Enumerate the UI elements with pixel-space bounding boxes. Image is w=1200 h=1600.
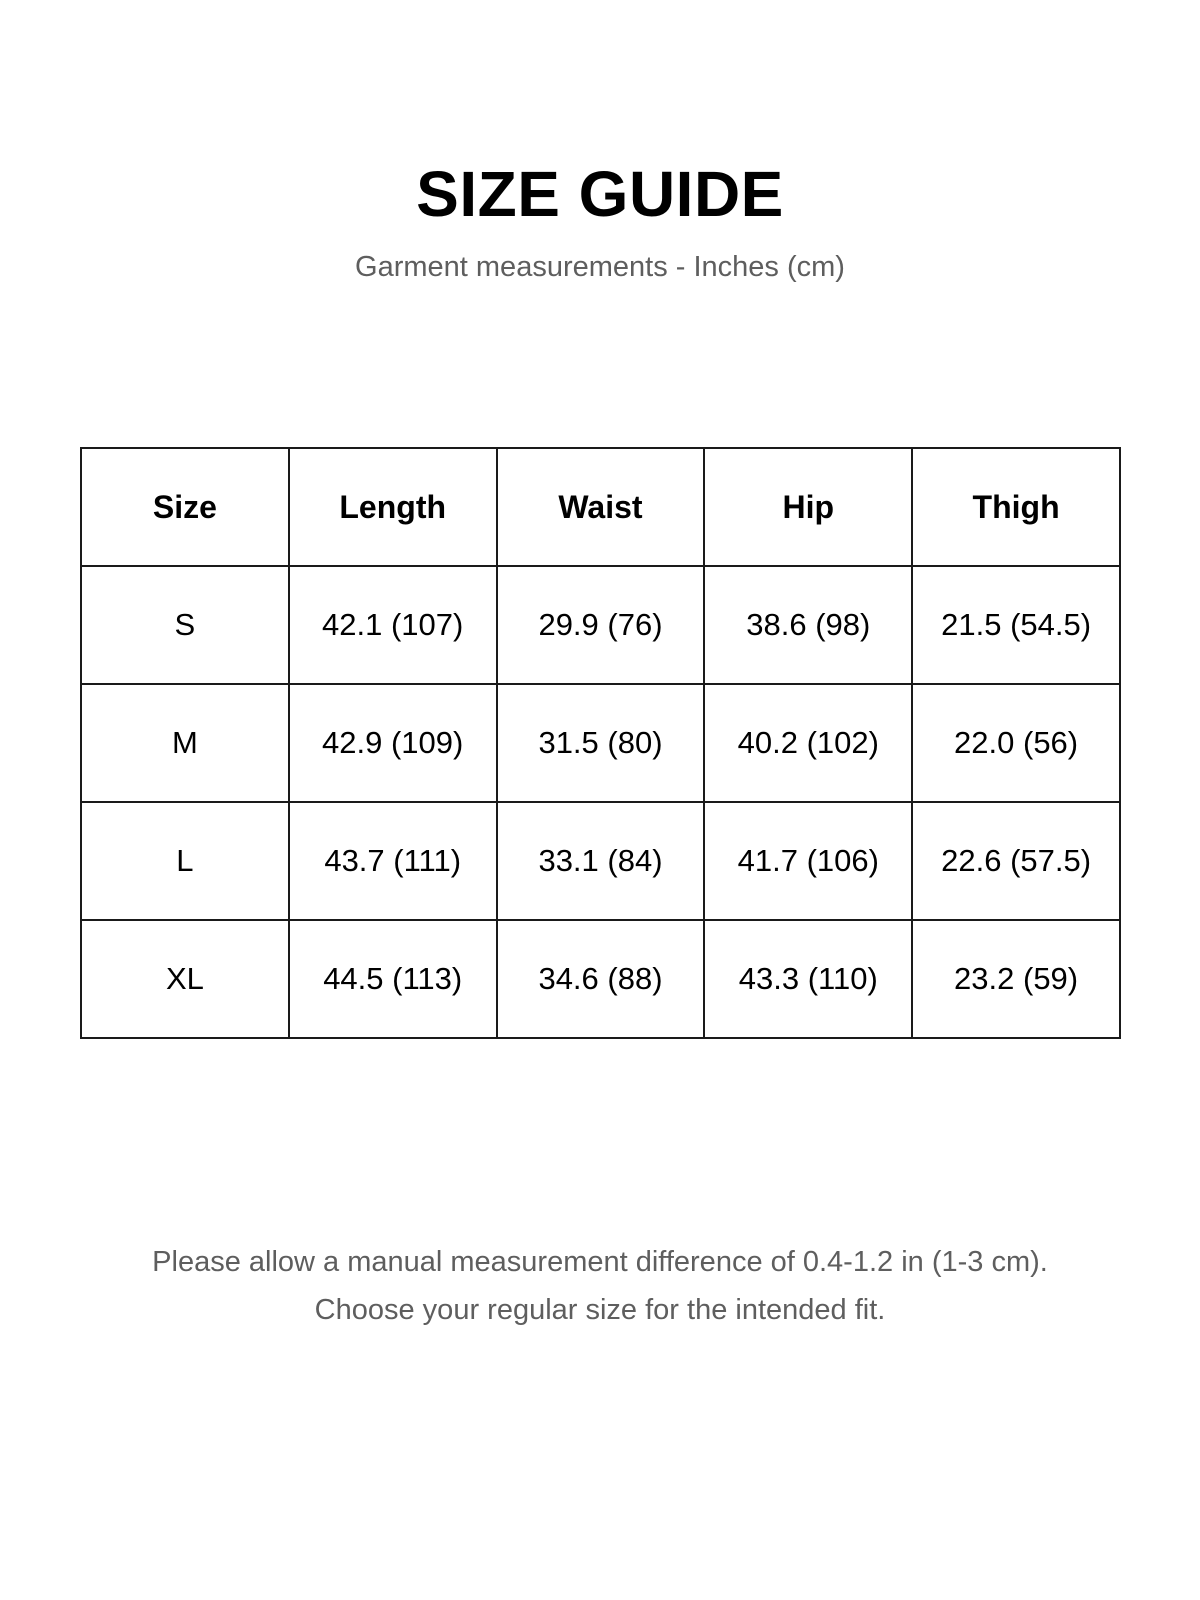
cell-length: 43.7 (111) xyxy=(289,802,497,920)
cell-thigh: 22.0 (56) xyxy=(912,684,1120,802)
fit-note: Choose your regular size for the intended fit. xyxy=(314,1294,886,1326)
cell-hip: 43.3 (110) xyxy=(704,920,912,1038)
column-header-length: Length xyxy=(289,448,497,566)
column-header-thigh: Thigh xyxy=(912,448,1120,566)
column-header-waist: Waist xyxy=(497,448,705,566)
page-subtitle: Garment measurements - Inches (cm) xyxy=(355,251,845,283)
cell-size: M xyxy=(81,684,289,802)
cell-length: 44.5 (113) xyxy=(289,920,497,1038)
table-header xyxy=(81,448,1120,566)
cell-waist: 29.9 (76) xyxy=(497,566,705,684)
page-title: SIZE GUIDE xyxy=(416,158,784,230)
cell-thigh: 21.5 (54.5) xyxy=(912,566,1120,684)
cell-thigh: 22.6 (57.5) xyxy=(912,802,1120,920)
cell-hip: 38.6 (98) xyxy=(704,566,912,684)
cell-hip: 41.7 (106) xyxy=(704,802,912,920)
table-row xyxy=(81,566,1120,684)
column-header-hip: Hip xyxy=(704,448,912,566)
cell-waist: 34.6 (88) xyxy=(497,920,705,1038)
cell-waist: 33.1 (84) xyxy=(497,802,705,920)
table-row xyxy=(81,684,1120,802)
column-header-size: Size xyxy=(81,448,289,566)
table-row xyxy=(81,802,1120,920)
cell-hip: 40.2 (102) xyxy=(704,684,912,802)
cell-size: L xyxy=(81,802,289,920)
cell-waist: 31.5 (80) xyxy=(497,684,705,802)
cell-thigh: 23.2 (59) xyxy=(912,920,1120,1038)
table-body xyxy=(81,566,1120,1038)
cell-size: S xyxy=(81,566,289,684)
cell-length: 42.9 (109) xyxy=(289,684,497,802)
table-row xyxy=(81,920,1120,1038)
cell-size: XL xyxy=(81,920,289,1038)
measurement-note: Please allow a manual measurement difference of 0.4-1.2 in (1-3 cm). xyxy=(152,1246,1048,1278)
header-row xyxy=(81,448,1120,566)
size-table xyxy=(80,447,1121,1039)
cell-length: 42.1 (107) xyxy=(289,566,497,684)
